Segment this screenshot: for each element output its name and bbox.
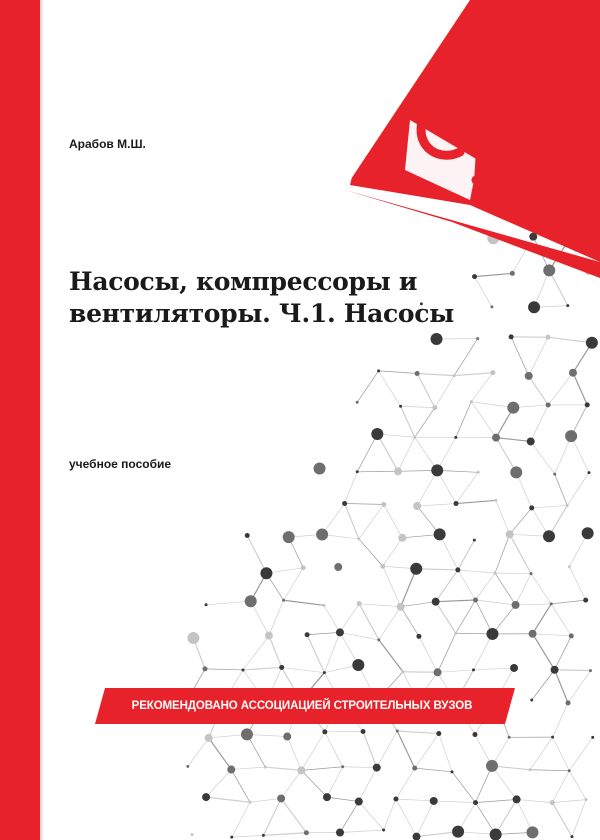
publisher-logo-icon [408,82,518,202]
book-type: учебное пособие [69,457,172,471]
recommendation-banner-text: РЕКОМЕНДОВАНО АССОЦИАЦИЕЙ СТРОИТЕЛЬНЫХ ВУЗОВ [131,700,473,712]
author-name: Арабов М.Ш. [69,137,146,151]
book-title [69,266,489,330]
book-title-line-1: Насосы, компрессоры и [69,267,418,296]
book-title-line-2: вентиляторы. Ч.1. Насосы [69,299,454,328]
